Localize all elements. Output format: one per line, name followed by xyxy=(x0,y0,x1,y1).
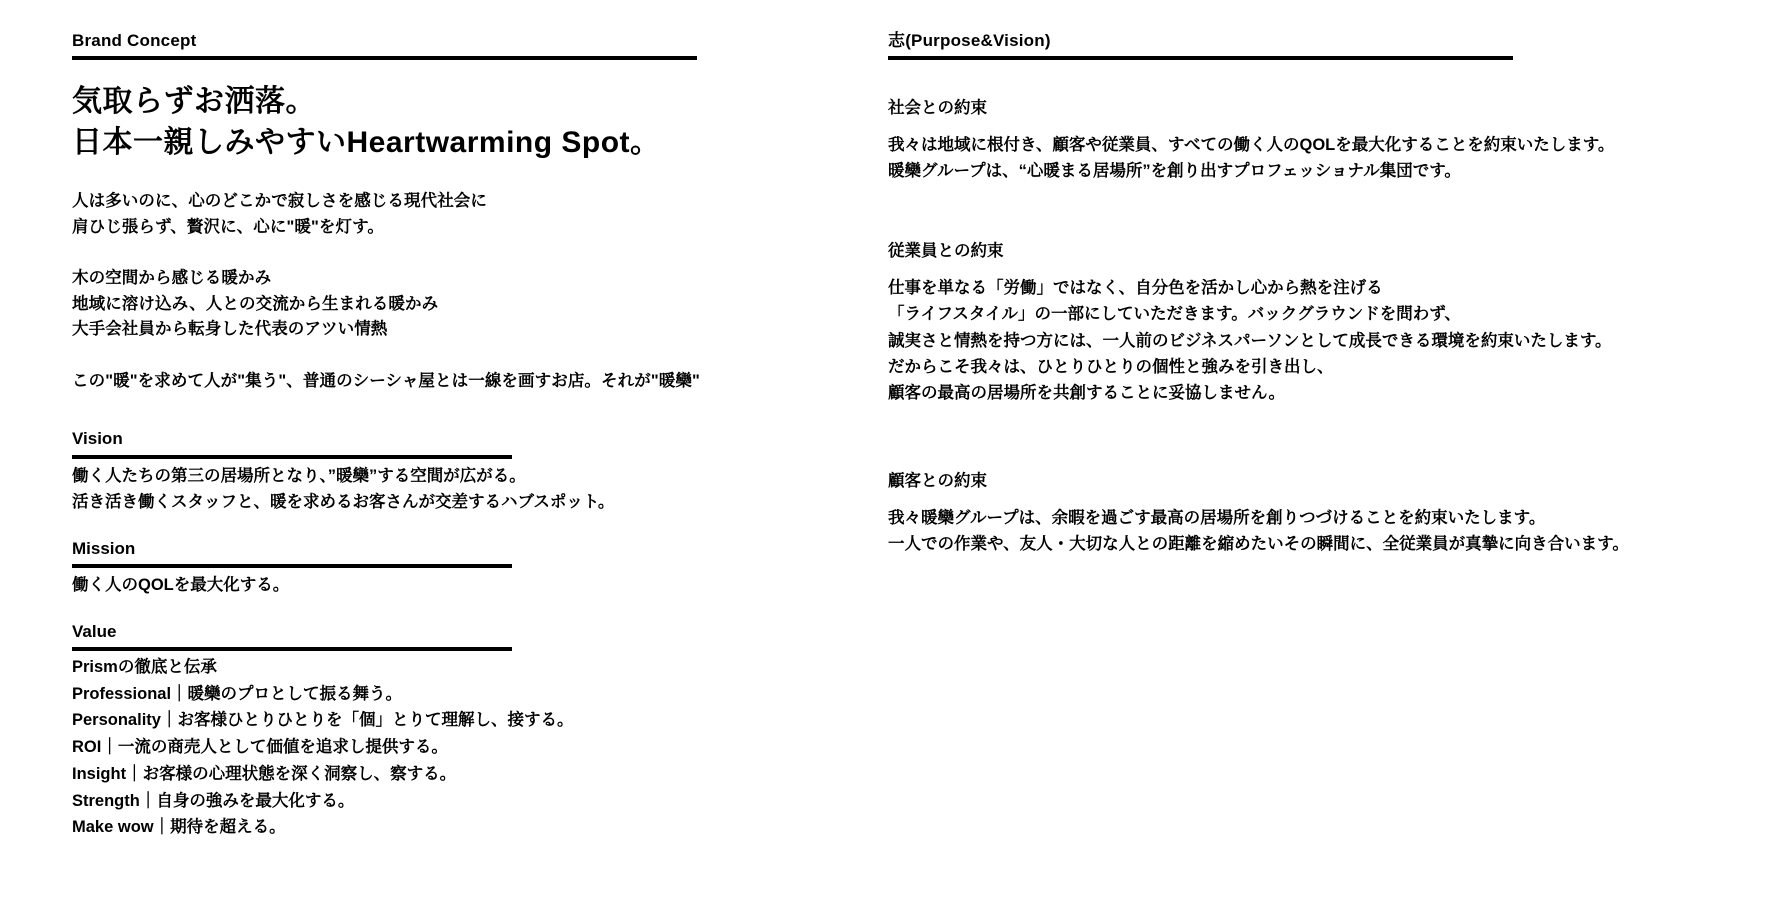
value-line-7: Make wow｜期待を超える。 xyxy=(72,818,286,837)
vision-line-1: 働く人たちの第三の居場所となり、”暖欒”する空間が広がる。 xyxy=(72,466,526,485)
value-line-6: Strength｜自身の強みを最大化する。 xyxy=(72,791,355,810)
promise-employee-line-2: 「ライフスタイル」の一部にしていただきます。バックグラウンドを問わず、 xyxy=(888,305,1461,324)
promise-employee-line-4: だからこそ我々は、ひとりひとりの個性と強みを引き出し、 xyxy=(888,358,1334,377)
promise-customer-title: 顧客との約束 xyxy=(888,471,987,490)
mission-title: Mission xyxy=(72,539,136,558)
brand-paragraph-1-line-1: 人は多いのに、心のどこかで寂しさを感じる現代社会に xyxy=(72,192,487,211)
brand-paragraph-2-line-1: 木の空間から感じる暖かみ xyxy=(72,269,272,288)
brand-paragraph-1-line-2: 肩ひじ張らず、贅沢に、心に"暖"を灯す。 xyxy=(72,217,385,236)
promise-employee-line-1: 仕事を単なる「労働」ではなく、自分色を活かし心から熱を注げる xyxy=(888,278,1383,297)
value-line-2: Professional｜暖欒のプロとして振る舞う。 xyxy=(72,684,403,703)
purpose-vision-column xyxy=(888,30,1708,558)
brand-paragraph-2-line-3: 大手会社員から転身した代表のアツい情熱 xyxy=(72,320,388,339)
value-block xyxy=(72,621,772,841)
promise-society-block xyxy=(888,94,1708,185)
divider-purpose-vision xyxy=(888,56,1513,60)
promise-employee-block xyxy=(888,237,1708,407)
vision-line-2: 活き活き働くスタッフと、暖を求めるお客さんが交差するハブスポット。 xyxy=(72,493,615,512)
mission-lines xyxy=(72,572,772,599)
value-line-3: Personality｜お客様ひとりひとりを「個」とりて理解し、接する。 xyxy=(72,711,574,730)
promise-employee-lines xyxy=(888,275,1708,407)
divider-value xyxy=(72,647,512,651)
purpose-vision-title: 志(Purpose&Vision) xyxy=(888,31,1051,50)
divider-mission xyxy=(72,564,512,568)
promise-customer-line-2: 一人での作業や、友人・大切な人との距離を縮めたいその瞬間に、全従業員が真摯に向き合います。 xyxy=(888,535,1629,554)
promise-employee-title: 従業員との約束 xyxy=(888,241,1004,260)
value-lines xyxy=(72,654,772,841)
mission-line-1: 働く人のQOLを最大化する。 xyxy=(72,576,290,595)
vision-lines xyxy=(72,463,772,516)
promise-society-title: 社会との約束 xyxy=(888,99,987,118)
promise-employee-line-5: 顧客の最高の居場所を共創することに妥協しません。 xyxy=(888,384,1285,403)
brand-headline-line-1: 気取らずお洒落。 xyxy=(72,85,316,119)
value-line-1: Prismの徹底と伝承 xyxy=(72,657,217,676)
promise-customer-block xyxy=(888,467,1708,558)
brand-paragraph-2 xyxy=(72,266,772,343)
promise-employee-line-3: 誠実さと情熱を持つ方には、一人前のビジネスパーソンとして成長できる環境を約束いたします。 xyxy=(888,331,1612,350)
brand-headline-line-2: 日本一親しみやすいHeartwarming Spot。 xyxy=(72,125,661,159)
spacer-employee-customer xyxy=(888,407,1708,467)
brand-headline xyxy=(72,82,772,163)
value-line-4: ROI｜一流の商売人として価値を追求し提供する。 xyxy=(72,738,448,757)
promise-customer-line-1: 我々暖欒グループは、余暇を過ごす最高の居場所を創りつづけることを約束いたします。 xyxy=(888,508,1546,527)
mission-block xyxy=(72,538,772,599)
value-title: Value xyxy=(72,621,117,641)
vision-block xyxy=(72,428,772,516)
divider-brand-concept xyxy=(72,56,697,60)
brand-concept-column xyxy=(72,30,772,841)
brand-paragraph-3 xyxy=(72,369,772,395)
value-line-5: Insight｜お客様の心理状態を深く洞察し、察する。 xyxy=(72,764,457,783)
spacer-society-employee xyxy=(888,185,1708,237)
promise-customer-lines xyxy=(888,505,1708,558)
brand-paragraph-1 xyxy=(72,189,772,240)
vision-title: Vision xyxy=(72,429,123,449)
promise-society-line-2: 暖欒グループは、“心暖まる居場所”を創り出すプロフェッショナル集団です。 xyxy=(888,162,1461,181)
promise-society-lines xyxy=(888,132,1708,185)
brand-paragraph-2-line-2: 地域に溶け込み、人との交流から生まれる暖かみ xyxy=(72,294,439,313)
brand-paragraph-3-line-1: この"暖"を求めて人が"集う"、普通のシーシャ屋とは一線を画すお店。それが"暖欒" xyxy=(72,371,700,390)
brand-concept-title: Brand Concept xyxy=(72,31,197,50)
promise-society-line-1: 我々は地域に根付き、顧客や従業員、すべての働く人のQOLを最大化することを約束いたします。 xyxy=(888,136,1615,155)
divider-vision xyxy=(72,455,512,459)
